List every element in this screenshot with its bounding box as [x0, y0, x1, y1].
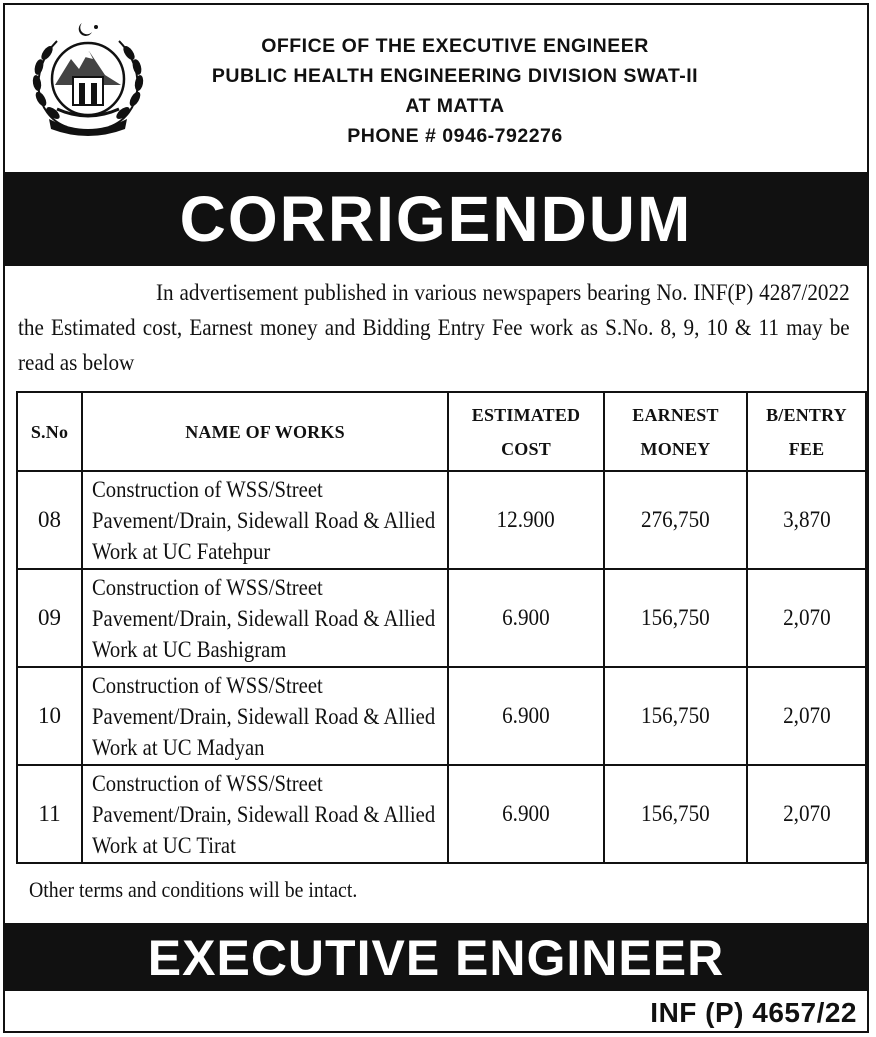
row-work-name: [82, 471, 448, 569]
table-row: [17, 667, 866, 765]
row-estimated-cost: [448, 569, 604, 667]
header-estimated-cost-line2: COST: [501, 438, 551, 459]
row-work-name-text: Construction of WSS/Street Pavement/Drain, Sidewall Road & Allied Work at UC Fatehpur: [92, 476, 436, 564]
row-earnest-money: [604, 667, 747, 765]
table-row: [17, 471, 866, 569]
row-entry-fee: [747, 471, 866, 569]
row-earnest-money: [604, 471, 747, 569]
works-table: [16, 391, 867, 864]
header-sno: S.No: [17, 392, 82, 471]
row-sno: 08: [17, 471, 82, 569]
row-earnest-money-value: 276,750: [641, 507, 710, 532]
row-estimated-cost-value: 12.900: [496, 507, 556, 532]
header-earnest-money-line1: EARNEST: [632, 404, 719, 425]
closing-note: Other terms and conditions will be intact.: [29, 877, 358, 902]
row-entry-fee: [747, 765, 866, 863]
row-earnest-money: [604, 569, 747, 667]
row-earnest-money-value: 156,750: [641, 605, 710, 630]
row-sno: 11: [17, 765, 82, 863]
office-phone: PHONE # 0946-792276: [347, 125, 563, 147]
table-row: [17, 569, 866, 667]
row-entry-fee-value: 2,070: [782, 801, 831, 826]
header-bidding-entry-fee: [747, 392, 866, 471]
row-estimated-cost: [448, 765, 604, 863]
office-name: OFFICE OF THE EXECUTIVE ENGINEER: [261, 35, 649, 57]
row-work-name: [82, 569, 448, 667]
row-work-name-text: Construction of WSS/Street Pavement/Drain, Sidewall Road & Allied Work at UC Tirat: [92, 770, 436, 858]
row-work-name: [82, 667, 448, 765]
header-estimated-cost-line1: ESTIMATED: [471, 404, 581, 425]
signature-banner: EXECUTIVE ENGINEER: [5, 923, 867, 991]
row-estimated-cost-value: 6.900: [502, 703, 550, 728]
corrigendum-banner: CORRIGENDUM: [5, 172, 867, 266]
row-estimated-cost: [448, 667, 604, 765]
office-address-block: [125, 31, 785, 151]
row-entry-fee-value: 3,870: [782, 507, 831, 532]
row-entry-fee: [747, 667, 866, 765]
header-fee-line1: B/ENTRY: [766, 404, 847, 425]
intro-text: In advertisement published in various newspapers bearing No. INF(P) 4287/2022 the Estimated cost, Earnest money and Bidding Entry Fee work as S.No. 8, 9, 10 & 11 may be read as below: [18, 280, 850, 375]
works-table-container: [16, 391, 865, 864]
row-estimated-cost: [448, 471, 604, 569]
header-name-of-works: NAME OF WORKS: [82, 392, 448, 471]
header-earnest-money: [604, 392, 747, 471]
intro-paragraph: [18, 275, 850, 380]
division-name: PUBLIC HEALTH ENGINEERING DIVISION SWAT-II: [211, 65, 699, 87]
row-entry-fee-value: 2,070: [782, 605, 831, 630]
row-sno: 09: [17, 569, 82, 667]
row-work-name-text: Construction of WSS/Street Pavement/Drain, Sidewall Road & Allied Work at UC Bashigram: [92, 574, 436, 662]
table-row: [17, 765, 866, 863]
header-fee-line2: FEE: [788, 438, 825, 459]
table-header-row: [17, 392, 866, 471]
office-header: [5, 5, 867, 173]
header-estimated-cost: [448, 392, 604, 471]
advertisement-sheet: [3, 3, 869, 1033]
inf-reference-number: INF (P) 4657/22: [650, 997, 857, 1028]
row-earnest-money-value: 156,750: [641, 801, 710, 826]
row-entry-fee: [747, 569, 866, 667]
row-earnest-money: [604, 765, 747, 863]
row-sno: 10: [17, 667, 82, 765]
row-work-name-text: Construction of WSS/Street Pavement/Drain, Sidewall Road & Allied Work at UC Madyan: [92, 672, 436, 760]
row-estimated-cost-value: 6.900: [502, 801, 550, 826]
header-earnest-money-line2: MONEY: [640, 438, 711, 459]
office-location: AT MATTA: [405, 95, 505, 117]
row-earnest-money-value: 156,750: [641, 703, 710, 728]
row-work-name: [82, 765, 448, 863]
row-entry-fee-value: 2,070: [782, 703, 831, 728]
row-estimated-cost-value: 6.900: [502, 605, 550, 630]
